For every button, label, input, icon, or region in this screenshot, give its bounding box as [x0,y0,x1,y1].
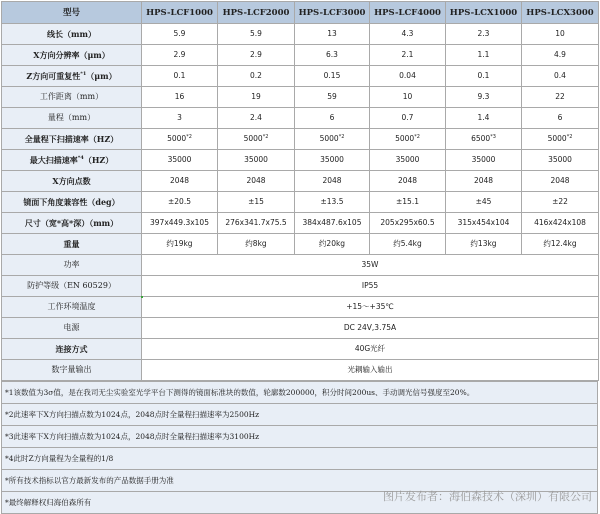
spec-row-merged [2,339,599,360]
model-header: HPS-LCF4000 [370,2,446,24]
spec-value: 2048 [522,171,599,192]
footnote: *最终解释权归海伯森所有 [1,492,598,514]
spec-value: 13 [295,24,370,45]
spec-value: 6 [295,108,370,129]
spec-value-merged: 40G光纤 [142,339,599,360]
spec-row [2,45,599,66]
spec-value-merged: IP55 [142,276,599,297]
spec-row-merged [2,297,599,318]
spec-value: 4.9 [522,45,599,66]
spec-value: 10 [522,24,599,45]
spec-value-merged: DC 24V,3.75A [142,318,599,339]
footnote: *所有技术指标以官方最新发布的产品数据手册为准 [1,470,598,492]
spec-value: 315x454x104 [446,213,522,234]
spec-label: 防护等级（EN 60529） [2,276,142,297]
spec-label: 量程（mm） [2,108,142,129]
spec-label: 功率 [2,255,142,276]
spec-value: 2048 [295,171,370,192]
spec-value: ±45 [446,192,522,213]
spec-row [2,129,599,150]
spec-value: 约19kg [142,234,218,255]
spec-value: 205x295x60.5 [370,213,446,234]
spec-value: 0.15 [295,66,370,87]
spec-value: 5.9 [142,24,218,45]
spec-row [2,24,599,45]
spec-value: 5000$^{*2}$ [295,129,370,150]
spec-value: 0.1 [446,66,522,87]
spec-row-merged [2,255,599,276]
spec-value: 5000$^{*2}$ [370,129,446,150]
watermark: 图片发布者：海伯森技术（深圳）有限公司 [383,490,592,503]
spec-row [2,87,599,108]
spec-value: 35000 [446,150,522,171]
spec-value: 6.3 [295,45,370,66]
spec-label: 线长（mm） [2,24,142,45]
spec-value: 5000$^{*2}$ [218,129,295,150]
spec-label: 最大扫描速率$^{*4}$（HZ） [2,150,142,171]
spec-value: 0.04 [370,66,446,87]
spec-value: 0.1 [142,66,218,87]
spec-value: 59 [295,87,370,108]
footnote: *4此时Z方向量程为全量程的1/8 [1,448,598,470]
spec-value: 9.3 [446,87,522,108]
footnote: *1该数值为3σ值，是在我司无尘实验室光学平台下测得的镜面标准块的数值，轮廓数200000，积分时间200us、手动调光信号强度至20%。 [1,381,598,404]
spec-row [2,171,599,192]
spec-value: 约13kg [446,234,522,255]
spec-label: 电源 [2,318,142,339]
spec-value: 3 [142,108,218,129]
spec-value: 5000$^{*2}$ [522,129,599,150]
spec-value: 2.9 [218,45,295,66]
spec-value: 0.2 [218,66,295,87]
model-header: HPS-LCF3000 [295,2,370,24]
spec-value: 1.1 [446,45,522,66]
spec-value: 2048 [142,171,218,192]
spec-value: 35000 [295,150,370,171]
spec-label: 重量 [2,234,142,255]
spec-label: Z方向可重复性$^{*1}$（μm） [2,66,142,87]
spec-row-merged [2,276,599,297]
spec-value: 6500$^{*3}$ [446,129,522,150]
spec-row [2,234,599,255]
spec-row [2,192,599,213]
spec-value: 35000 [218,150,295,171]
spec-value: 2.1 [370,45,446,66]
footnote: *2此速率下X方向扫描点数为1024点，2048点时全量程扫描速率为2500Hz [1,404,598,426]
spec-value: 35000 [522,150,599,171]
spec-label: 连接方式 [2,339,142,360]
spec-value: 约8kg [218,234,295,255]
spec-label: X方向点数 [2,171,142,192]
spec-label: 数字量输出 [2,360,142,381]
spec-value: ±13.5 [295,192,370,213]
spec-value-merged: +15～+35℃ [142,297,599,318]
spec-value: 2048 [446,171,522,192]
spec-label: X方向分辨率（μm） [2,45,142,66]
model-label: 型号 [2,2,142,24]
model-header: HPS-LCX3000 [522,2,599,24]
spec-label: 全量程下扫描速率（HZ） [2,129,142,150]
spec-value: 384x487.6x105 [295,213,370,234]
spec-value: 2.4 [218,108,295,129]
spec-label: 尺寸（宽*高*深）（mm） [2,213,142,234]
spec-value: 16 [142,87,218,108]
spec-value: 5.9 [218,24,295,45]
spec-value: 397x449.3x105 [142,213,218,234]
model-header: HPS-LCF2000 [218,2,295,24]
spec-table [1,1,599,381]
spec-value: 10 [370,87,446,108]
spec-value: ±15.1 [370,192,446,213]
spec-value: 4.3 [370,24,446,45]
spec-value-merged: 35W [142,255,599,276]
spec-row [2,150,599,171]
spec-value: 2048 [218,171,295,192]
spec-row [2,213,599,234]
spec-value: 2.3 [446,24,522,45]
spec-label: 工作环境温度 [2,297,142,318]
model-header: HPS-LCX1000 [446,2,522,24]
spec-value: 35000 [370,150,446,171]
spec-value: 1.4 [446,108,522,129]
spec-value: ±15 [218,192,295,213]
spec-label: 工作距离（mm） [2,87,142,108]
spec-row [2,66,599,87]
spec-value: ±22 [522,192,599,213]
spec-value: 19 [218,87,295,108]
spec-row-merged [2,360,599,381]
spec-value: 6 [522,108,599,129]
spec-row-merged [2,318,599,339]
spec-value: 约5.4kg [370,234,446,255]
header-row [2,2,599,24]
spec-value-merged: 光耦输入输出 [142,360,599,381]
spec-value: 约20kg [295,234,370,255]
spec-value: 2048 [370,171,446,192]
footnote: *3此速率下X方向扫描点数为1024点，2048点时全量程扫描速率为3100Hz [1,426,598,448]
spec-value: 0.7 [370,108,446,129]
cursor-mark [141,296,143,298]
spec-value: 276x341.7x75.5 [218,213,295,234]
spec-value: 0.4 [522,66,599,87]
spec-value: 416x424x108 [522,213,599,234]
spec-row [2,108,599,129]
spec-value: 5000$^{*2}$ [142,129,218,150]
model-header: HPS-LCF1000 [142,2,218,24]
spec-value: 35000 [142,150,218,171]
spec-value: 22 [522,87,599,108]
spec-value: 2.9 [142,45,218,66]
spec-value: ±20.5 [142,192,218,213]
spec-value: 约12.4kg [522,234,599,255]
spec-label: 镜面下角度兼容性（deg） [2,192,142,213]
